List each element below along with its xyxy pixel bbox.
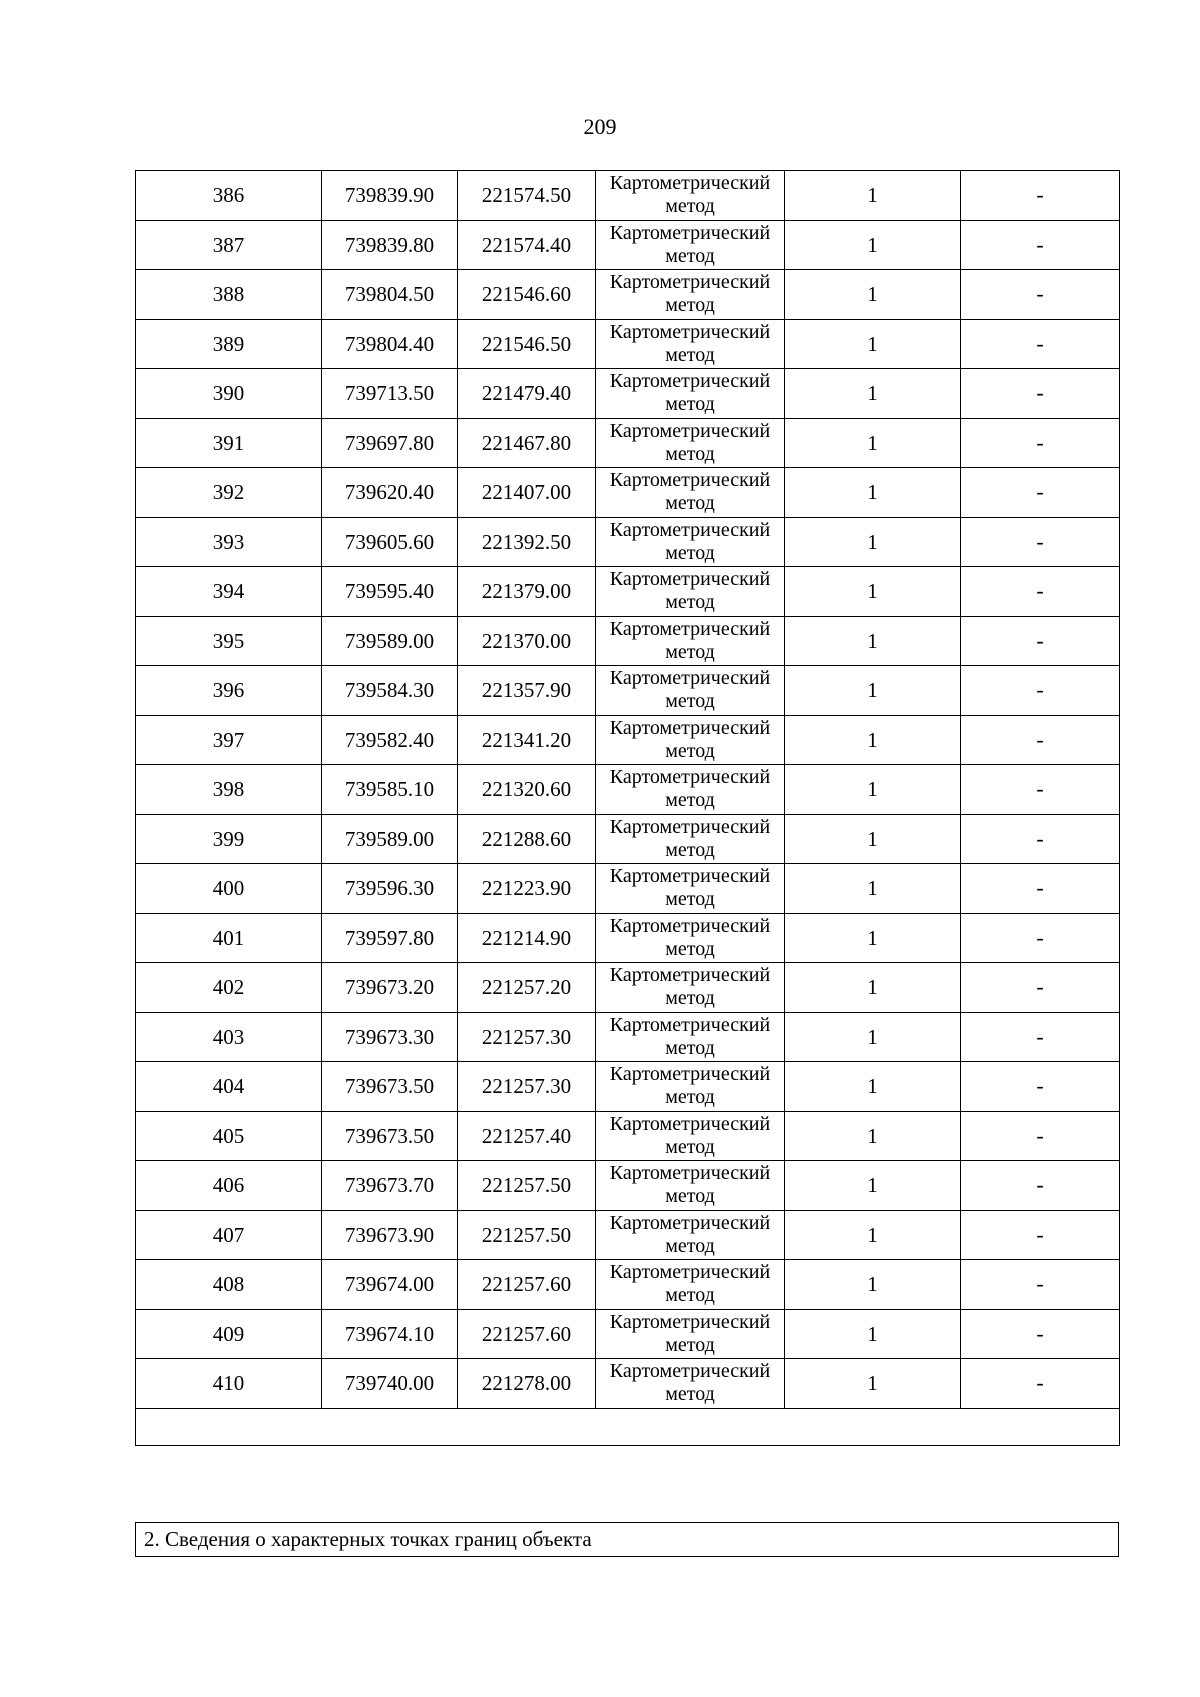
coordinate-y-cell: 221357.90 xyxy=(458,666,596,716)
coordinate-y-cell: 221278.00 xyxy=(458,1359,596,1409)
note-cell: - xyxy=(961,1260,1120,1310)
point-number-cell: 387 xyxy=(136,220,322,270)
point-number-cell: 391 xyxy=(136,418,322,468)
accuracy-cell: 1 xyxy=(785,1210,961,1260)
table-row xyxy=(136,1012,1120,1062)
coordinate-x-cell: 739673.50 xyxy=(322,1111,458,1161)
method-cell: Картометрический метод xyxy=(596,666,785,716)
coordinates-table xyxy=(135,170,1120,1446)
coordinate-x-cell: 739713.50 xyxy=(322,369,458,419)
coordinate-y-cell: 221320.60 xyxy=(458,765,596,815)
table-row xyxy=(136,1359,1120,1409)
note-cell: - xyxy=(961,1161,1120,1211)
coordinate-y-cell: 221257.30 xyxy=(458,1012,596,1062)
coordinate-y-cell: 221257.40 xyxy=(458,1111,596,1161)
point-number-cell: 394 xyxy=(136,567,322,617)
coordinate-y-cell: 221379.00 xyxy=(458,567,596,617)
coordinates-table-body xyxy=(136,171,1120,1409)
section-title: 2. Сведения о характерных точках границ объекта xyxy=(144,1527,592,1551)
table-row xyxy=(136,1210,1120,1260)
accuracy-cell: 1 xyxy=(785,715,961,765)
coordinate-y-cell: 221288.60 xyxy=(458,814,596,864)
accuracy-cell: 1 xyxy=(785,1359,961,1409)
point-number-cell: 408 xyxy=(136,1260,322,1310)
point-number-cell: 407 xyxy=(136,1210,322,1260)
coordinate-x-cell: 739673.90 xyxy=(322,1210,458,1260)
note-cell: - xyxy=(961,765,1120,815)
method-cell: Картометрический метод xyxy=(596,1012,785,1062)
table-row xyxy=(136,715,1120,765)
accuracy-cell: 1 xyxy=(785,765,961,815)
note-cell: - xyxy=(961,1111,1120,1161)
accuracy-cell: 1 xyxy=(785,1012,961,1062)
note-cell: - xyxy=(961,666,1120,716)
method-cell: Картометрический метод xyxy=(596,814,785,864)
coordinate-y-cell: 221546.60 xyxy=(458,270,596,320)
coordinate-y-cell: 221479.40 xyxy=(458,369,596,419)
note-cell: - xyxy=(961,171,1120,221)
note-cell: - xyxy=(961,369,1120,419)
accuracy-cell: 1 xyxy=(785,319,961,369)
coordinate-x-cell: 739595.40 xyxy=(322,567,458,617)
coordinate-y-cell: 221574.50 xyxy=(458,171,596,221)
coordinate-x-cell: 739584.30 xyxy=(322,666,458,716)
coordinate-x-cell: 739673.70 xyxy=(322,1161,458,1211)
accuracy-cell: 1 xyxy=(785,1062,961,1112)
coordinate-y-cell: 221257.50 xyxy=(458,1161,596,1211)
method-cell: Картометрический метод xyxy=(596,616,785,666)
point-number-cell: 405 xyxy=(136,1111,322,1161)
coordinate-y-cell: 221257.60 xyxy=(458,1260,596,1310)
coordinate-y-cell: 221214.90 xyxy=(458,913,596,963)
note-cell: - xyxy=(961,319,1120,369)
point-number-cell: 396 xyxy=(136,666,322,716)
table-row xyxy=(136,319,1120,369)
point-number-cell: 395 xyxy=(136,616,322,666)
note-cell: - xyxy=(961,567,1120,617)
table-row xyxy=(136,1111,1120,1161)
method-cell: Картометрический метод xyxy=(596,171,785,221)
table-row xyxy=(136,567,1120,617)
table-row xyxy=(136,468,1120,518)
note-cell: - xyxy=(961,864,1120,914)
method-cell: Картометрический метод xyxy=(596,270,785,320)
coordinate-y-cell: 221467.80 xyxy=(458,418,596,468)
method-cell: Картометрический метод xyxy=(596,567,785,617)
method-cell: Картометрический метод xyxy=(596,1111,785,1161)
point-number-cell: 388 xyxy=(136,270,322,320)
note-cell: - xyxy=(961,517,1120,567)
note-cell: - xyxy=(961,616,1120,666)
coordinate-x-cell: 739839.90 xyxy=(322,171,458,221)
coordinate-y-cell: 221407.00 xyxy=(458,468,596,518)
coordinate-y-cell: 221392.50 xyxy=(458,517,596,567)
coordinate-x-cell: 739589.00 xyxy=(322,616,458,666)
method-cell: Картометрический метод xyxy=(596,715,785,765)
accuracy-cell: 1 xyxy=(785,220,961,270)
coordinate-y-cell: 221257.30 xyxy=(458,1062,596,1112)
table-row xyxy=(136,963,1120,1013)
method-cell: Картометрический метод xyxy=(596,963,785,1013)
table-row xyxy=(136,1260,1120,1310)
point-number-cell: 392 xyxy=(136,468,322,518)
table-row xyxy=(136,418,1120,468)
coordinate-x-cell: 739673.50 xyxy=(322,1062,458,1112)
coordinate-y-cell: 221257.60 xyxy=(458,1309,596,1359)
coordinate-y-cell: 221257.50 xyxy=(458,1210,596,1260)
coordinate-y-cell: 221341.20 xyxy=(458,715,596,765)
point-number-cell: 389 xyxy=(136,319,322,369)
table-row xyxy=(136,1161,1120,1211)
coordinate-y-cell: 221223.90 xyxy=(458,864,596,914)
coordinate-x-cell: 739804.50 xyxy=(322,270,458,320)
method-cell: Картометрический метод xyxy=(596,468,785,518)
point-number-cell: 400 xyxy=(136,864,322,914)
note-cell: - xyxy=(961,1210,1120,1260)
accuracy-cell: 1 xyxy=(785,567,961,617)
coordinate-x-cell: 739605.60 xyxy=(322,517,458,567)
method-cell: Картометрический метод xyxy=(596,517,785,567)
method-cell: Картометрический метод xyxy=(596,1161,785,1211)
table-row xyxy=(136,913,1120,963)
coordinate-y-cell: 221574.40 xyxy=(458,220,596,270)
accuracy-cell: 1 xyxy=(785,517,961,567)
table-row xyxy=(136,864,1120,914)
method-cell: Картометрический метод xyxy=(596,913,785,963)
page-number: 209 xyxy=(583,114,617,139)
table-row xyxy=(136,517,1120,567)
method-cell: Картометрический метод xyxy=(596,369,785,419)
accuracy-cell: 1 xyxy=(785,1309,961,1359)
coordinate-x-cell: 739674.00 xyxy=(322,1260,458,1310)
note-cell: - xyxy=(961,220,1120,270)
table-row xyxy=(136,1062,1120,1112)
table-row xyxy=(136,666,1120,716)
note-cell: - xyxy=(961,963,1120,1013)
accuracy-cell: 1 xyxy=(785,369,961,419)
coordinate-x-cell: 739620.40 xyxy=(322,468,458,518)
method-cell: Картометрический метод xyxy=(596,1062,785,1112)
point-number-cell: 397 xyxy=(136,715,322,765)
coordinate-y-cell: 221257.20 xyxy=(458,963,596,1013)
table-empty-row xyxy=(136,1408,1120,1445)
coordinate-x-cell: 739596.30 xyxy=(322,864,458,914)
note-cell: - xyxy=(961,468,1120,518)
accuracy-cell: 1 xyxy=(785,270,961,320)
point-number-cell: 386 xyxy=(136,171,322,221)
note-cell: - xyxy=(961,418,1120,468)
method-cell: Картометрический метод xyxy=(596,864,785,914)
coordinate-y-cell: 221370.00 xyxy=(458,616,596,666)
accuracy-cell: 1 xyxy=(785,1111,961,1161)
note-cell: - xyxy=(961,715,1120,765)
table-row xyxy=(136,765,1120,815)
coordinate-x-cell: 739804.40 xyxy=(322,319,458,369)
coordinate-x-cell: 739673.20 xyxy=(322,963,458,1013)
point-number-cell: 406 xyxy=(136,1161,322,1211)
note-cell: - xyxy=(961,1012,1120,1062)
table-row xyxy=(136,220,1120,270)
point-number-cell: 390 xyxy=(136,369,322,419)
accuracy-cell: 1 xyxy=(785,666,961,716)
accuracy-cell: 1 xyxy=(785,864,961,914)
table-empty-cell xyxy=(136,1408,1120,1445)
table-row xyxy=(136,270,1120,320)
point-number-cell: 398 xyxy=(136,765,322,815)
coordinate-x-cell: 739839.80 xyxy=(322,220,458,270)
note-cell: - xyxy=(961,1062,1120,1112)
method-cell: Картометрический метод xyxy=(596,418,785,468)
method-cell: Картометрический метод xyxy=(596,319,785,369)
point-number-cell: 399 xyxy=(136,814,322,864)
table-row xyxy=(136,171,1120,221)
method-cell: Картометрический метод xyxy=(596,1210,785,1260)
method-cell: Картометрический метод xyxy=(596,1309,785,1359)
table-row xyxy=(136,369,1120,419)
table-row xyxy=(136,814,1120,864)
point-number-cell: 409 xyxy=(136,1309,322,1359)
coordinate-x-cell: 739589.00 xyxy=(322,814,458,864)
note-cell: - xyxy=(961,814,1120,864)
coordinate-x-cell: 739674.10 xyxy=(322,1309,458,1359)
accuracy-cell: 1 xyxy=(785,913,961,963)
accuracy-cell: 1 xyxy=(785,171,961,221)
note-cell: - xyxy=(961,913,1120,963)
point-number-cell: 410 xyxy=(136,1359,322,1409)
point-number-cell: 402 xyxy=(136,963,322,1013)
coordinate-x-cell: 739740.00 xyxy=(322,1359,458,1409)
method-cell: Картометрический метод xyxy=(596,1359,785,1409)
method-cell: Картометрический метод xyxy=(596,1260,785,1310)
point-number-cell: 401 xyxy=(136,913,322,963)
accuracy-cell: 1 xyxy=(785,616,961,666)
section-box xyxy=(135,1522,1119,1557)
point-number-cell: 393 xyxy=(136,517,322,567)
coordinate-x-cell: 739697.80 xyxy=(322,418,458,468)
method-cell: Картометрический метод xyxy=(596,765,785,815)
note-cell: - xyxy=(961,270,1120,320)
accuracy-cell: 1 xyxy=(785,1161,961,1211)
coordinate-y-cell: 221546.50 xyxy=(458,319,596,369)
coordinate-x-cell: 739597.80 xyxy=(322,913,458,963)
coordinate-x-cell: 739673.30 xyxy=(322,1012,458,1062)
method-cell: Картометрический метод xyxy=(596,220,785,270)
point-number-cell: 404 xyxy=(136,1062,322,1112)
note-cell: - xyxy=(961,1359,1120,1409)
note-cell: - xyxy=(961,1309,1120,1359)
accuracy-cell: 1 xyxy=(785,1260,961,1310)
coordinate-x-cell: 739585.10 xyxy=(322,765,458,815)
accuracy-cell: 1 xyxy=(785,963,961,1013)
accuracy-cell: 1 xyxy=(785,814,961,864)
table-row xyxy=(136,616,1120,666)
table-row xyxy=(136,1309,1120,1359)
accuracy-cell: 1 xyxy=(785,418,961,468)
accuracy-cell: 1 xyxy=(785,468,961,518)
coordinate-x-cell: 739582.40 xyxy=(322,715,458,765)
point-number-cell: 403 xyxy=(136,1012,322,1062)
